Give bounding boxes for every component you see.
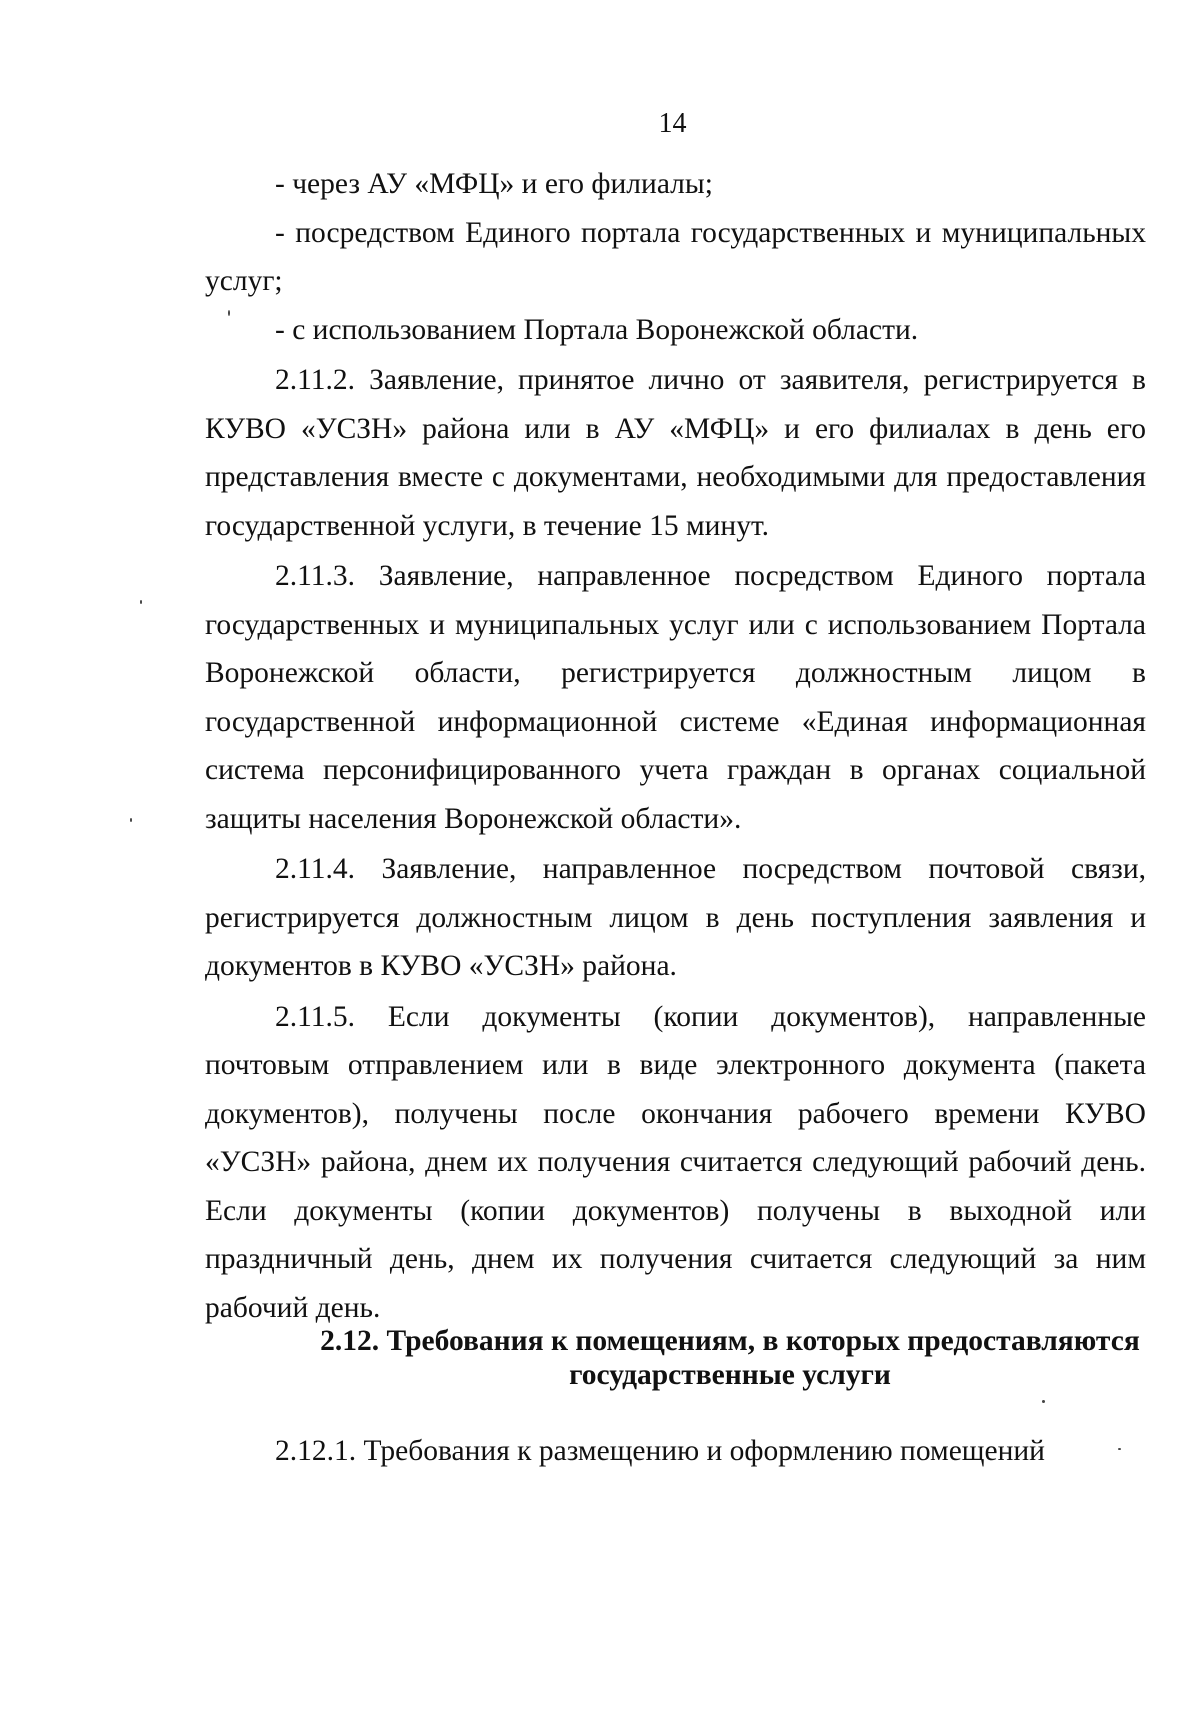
paragraph-2-11-3: 2.11.3. Заявление, направленное посредством Единого портала государственных и муниципальных услуг или с использованием Портала Воронежской области, регистрируется должностным лицом в государственной информационной системе «Единая информационная система персонифицированного учета граждан в органах социальной защиты населения Воронежской области». <box>205 560 1146 835</box>
scan-speck <box>130 818 132 822</box>
page-number: 14 <box>658 108 687 139</box>
scan-speck <box>140 600 142 604</box>
section-heading-line-2: государственные услуги <box>569 1359 891 1391</box>
section-heading-2-12 <box>260 1324 1200 1392</box>
paragraph-voronezh-portal-list-item: - с использованием Портала Воронежской области. <box>275 313 919 346</box>
scan-speck <box>1118 1448 1121 1450</box>
paragraph-2-11-4: 2.11.4. Заявление, направленное посредством почтовой связи, регистрируется должностным лицом в день поступления заявления и документов в КУВО «УСЗН» района. <box>205 853 1146 982</box>
paragraph-2-11-2: 2.11.2. Заявление, принятое лично от заявителя, регистрируется в КУВО «УСЗН» района или в АУ «МФЦ» и его филиалах в день его представления вместе с документами, необходимыми для предоставления государственной услуги, в течение 15 минут. <box>205 364 1146 542</box>
paragraph-mfc-list-item: - через АУ «МФЦ» и его филиалы; <box>275 168 713 200</box>
paragraph-2-11-5: 2.11.5. Если документы (копии документов), направленные почтовым отправлением или в виде электронного документа (пакета документов), получены после окончания рабочего времени КУВО «УСЗН» района, днем их получения считается следующий рабочий день. Если документы (копии документов) получены в выходной или праздничный день, днем их получения считается следующий за ним рабочий день. <box>205 1000 1146 1324</box>
scan-speck <box>228 310 230 316</box>
paragraph-portal-list-item: - посредством Единого портала государственных и муниципальных услуг; <box>205 216 1146 297</box>
document-body <box>205 160 1146 1332</box>
section-heading-line-1: 2.12. Требования к помещениям, в которых предоставляются <box>320 1325 1140 1357</box>
subsection-heading-2-12-1: 2.12.1. Требования к размещению и оформлению помещений <box>275 1435 1045 1467</box>
scan-speck <box>1042 1400 1045 1403</box>
